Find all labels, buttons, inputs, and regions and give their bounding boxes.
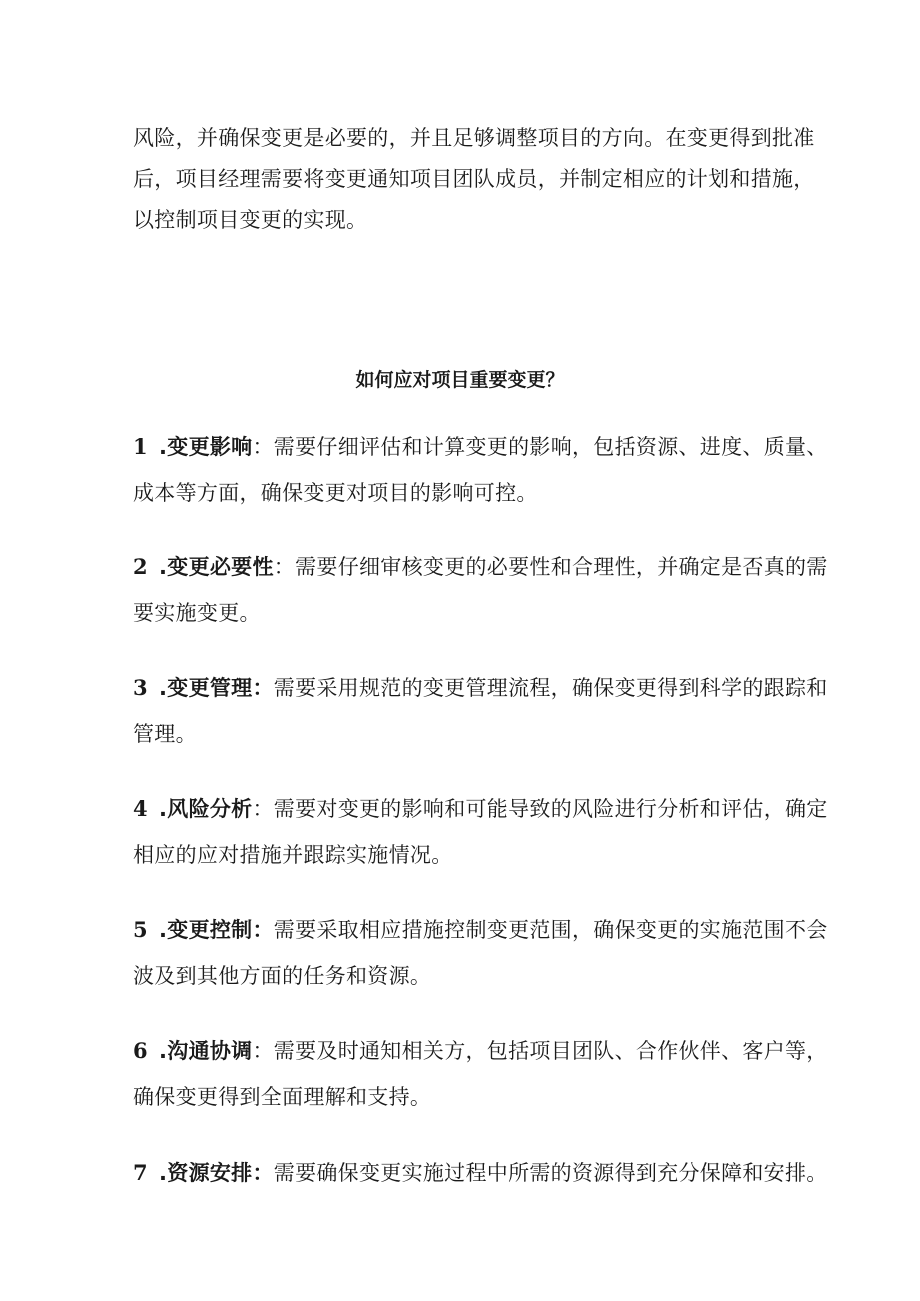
- list-item-line: [133, 907, 828, 953]
- item-term: .变更影响: [159, 435, 253, 459]
- item-text: 需要采用规范的变更管理流程，确保变更得到科学的跟踪和: [273, 676, 828, 700]
- list-item-line: [133, 1150, 828, 1196]
- item-number: 4: [133, 796, 148, 821]
- item-term: .资源安排：: [159, 1161, 274, 1185]
- item-number: 1: [133, 434, 148, 459]
- item-text-continued: 成本等方面，确保变更对项目的影响可控。: [133, 481, 538, 505]
- item-separator: ：: [252, 1039, 274, 1063]
- list-item: [133, 665, 828, 757]
- list-item-line: [133, 544, 828, 590]
- item-separator: ：: [252, 797, 274, 821]
- item-number: 2: [133, 554, 148, 579]
- item-term: .风险分析: [159, 797, 253, 821]
- item-text: 需要采取相应措施控制变更范围，确保变更的实施范围不会: [273, 918, 828, 942]
- list-item-line: [133, 424, 828, 470]
- item-text-continued: 要实施变更。: [133, 601, 261, 625]
- intro-line: 后，项目经理需要将变更通知项目团队成员，并制定相应的计划和措施，: [133, 167, 815, 191]
- item-text: 需要对变更的影响和可能导致的风险进行分析和评估，确定: [273, 797, 828, 821]
- item-text-continued: 管理。: [133, 722, 197, 746]
- item-number: 7: [133, 1160, 148, 1185]
- item-number: 5: [133, 917, 148, 942]
- section-heading: 如何应对项目重要变更？: [355, 369, 565, 391]
- item-separator: ：: [252, 435, 274, 459]
- intro-paragraph: [133, 118, 815, 241]
- item-text-continued: 相应的应对措施并跟踪实施情况。: [133, 843, 453, 867]
- item-term: .变更必要性: [159, 555, 274, 579]
- item-text: 需要及时通知相关方，包括项目团队、合作伙伴、客户等，: [273, 1039, 828, 1063]
- list-item: [133, 907, 828, 999]
- list-item: [133, 544, 828, 636]
- list-item-line: [133, 1028, 828, 1074]
- item-term: .沟通协调: [159, 1039, 253, 1063]
- item-term: .变更管理：: [159, 676, 274, 700]
- list-item: [133, 786, 828, 878]
- intro-line: 以控制项目变更的实现。: [133, 208, 368, 232]
- item-text-continued: 确保变更得到全面理解和支持。: [133, 1085, 432, 1109]
- intro-line: 风险，并确保变更是必要的，并且足够调整项目的方向。在变更得到批准: [133, 126, 815, 150]
- item-number: 6: [133, 1038, 148, 1063]
- item-text: 需要确保变更实施过程中所需的资源得到充分保障和安排。: [273, 1161, 828, 1185]
- item-text: 需要仔细审核变更的必要性和合理性，并确定是否真的需: [295, 555, 828, 579]
- item-term: .变更控制：: [159, 918, 274, 942]
- list-item: [133, 1150, 828, 1196]
- list-item: [133, 1028, 828, 1120]
- list-item: [133, 424, 828, 516]
- item-text-continued: 波及到其他方面的任务和资源。: [133, 964, 432, 988]
- list-item-line: [133, 665, 828, 711]
- item-text: 需要仔细评估和计算变更的影响，包括资源、进度、质量、: [273, 435, 828, 459]
- item-number: 3: [133, 675, 148, 700]
- item-separator: ：: [273, 555, 296, 579]
- list-item-line: [133, 786, 828, 832]
